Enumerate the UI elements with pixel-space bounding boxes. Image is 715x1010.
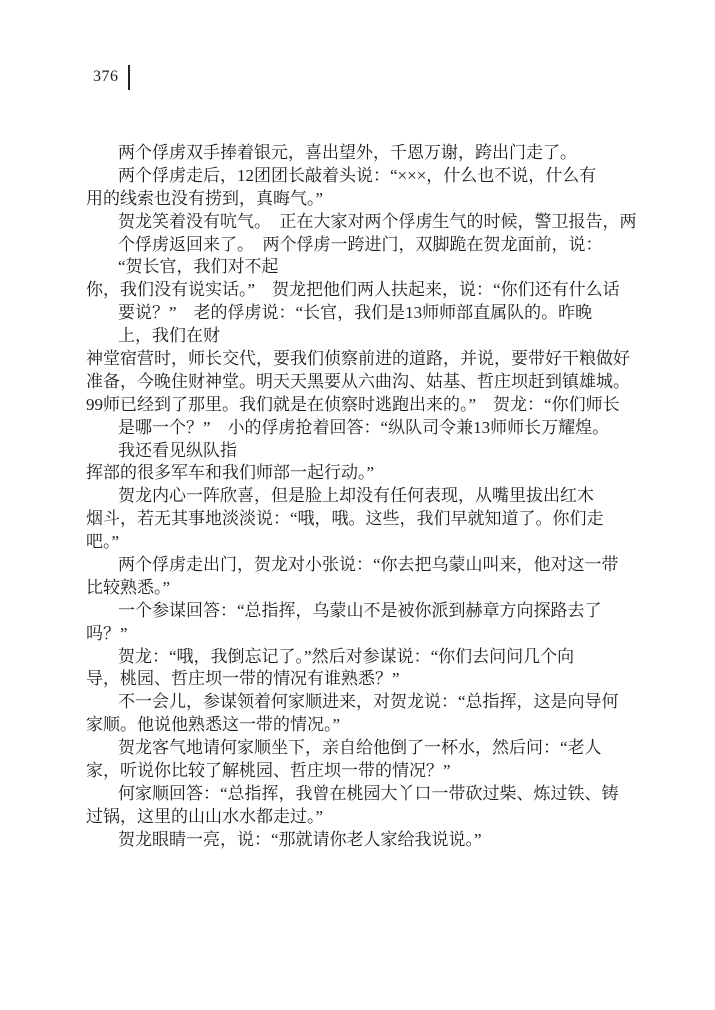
text-line: 贺龙：“哦，我倒忘记了。”然后对参谋说：“你们去问问几个向 (118, 646, 575, 666)
text-line: 神堂宿营时，师长交代，要我们侦察前进的道路，并说，要带好干粮做好 (86, 349, 630, 369)
text-line: 不一会儿，参谋领着何家顺进来，对贺龙说：“总指挥，这是向导何 (118, 692, 619, 712)
page-number-divider-bar (128, 65, 130, 90)
text-line: 上，我们在财 (118, 326, 220, 346)
text-line: 你，我们没有说实话。” 贺龙把他们两人扶起来，说：“你们还有什么话 (86, 280, 620, 300)
text-line: 导，桃园、哲庄坝一带的情况有谁熟悉？” (86, 669, 400, 689)
text-line: 贺龙客气地请何家顺坐下，亲自给他倒了一杯水，然后问：“老人 (118, 738, 602, 758)
text-line: 家顺。他说他熟悉这一带的情况。” (86, 715, 341, 735)
text-line: 何家顺回答：“总指挥，我曾在桃园大丫口一带砍过柴、炼过铁、铸 (118, 783, 619, 803)
body-text (86, 142, 671, 852)
page-number: 376 (93, 68, 119, 85)
text-line: 烟斗，若无其事地淡淡说：“哦，哦。这些，我们早就知道了。你们走 (86, 509, 604, 529)
text-line: 贺龙眼睛一亮，说：“那就请你老人家给我说说。” (118, 829, 482, 849)
text-line: “贺长官，我们对不起 (118, 257, 279, 277)
text-line: 两个俘虏走出门，贺龙对小张说：“你去把乌蒙山叫来，他对这一带 (118, 555, 619, 575)
text-line: 过锅，这里的山山水水都走过。” (86, 806, 324, 826)
text-line: 两个俘虏走后，12团团长敲着头说：“×××，什么也不说，什么有 (118, 165, 597, 185)
text-line: 一个参谋回答：“总指挥，乌蒙山不是被你派到赫章方向探路去了 (118, 600, 602, 620)
text-line: 贺龙内心一阵欣喜，但是脸上却没有任何表现，从嘴里拔出红木 (118, 486, 594, 506)
text-line: 99师已经到了那里。我们就是在侦察时逃跑出来的。” 贺龙：“你们师长 (86, 394, 620, 414)
text-line: 准备，今晚住财神堂。明天天黑要从六曲沟、姑基、哲庄坝赶到镇雄城。 (86, 371, 630, 391)
text-line: 吗？” (86, 623, 128, 643)
text-line: 两个俘虏双手捧着银元，喜出望外，千恩万谢，跨出门走了。 (118, 143, 577, 162)
text-line: 贺龙笑着没有吭气。 正在大家对两个俘虏生气的时候，警卫报告，两 (118, 211, 637, 231)
text-line: 家，听说你比较了解桃园、哲庄坝一带的情况？” (86, 761, 451, 781)
text-line: 要说？” 老的俘虏说：“长官，我们是13师师部直属队的。昨晚 (118, 303, 593, 323)
text-line: 是哪一个？” 小的俘虏抢着回答：“纵队司令兼13师师长万耀煌。 (118, 417, 610, 437)
text-line: 吧。” (86, 532, 120, 552)
text-line: 我还看见纵队指 (118, 440, 237, 460)
text-line: 比较熟悉。” (86, 577, 171, 597)
text-line: 挥部的很多军车和我们师部一起行动。” (86, 463, 375, 483)
page-header (93, 62, 130, 92)
text-line: 用的线索也没有捞到，真晦气。” (86, 188, 324, 208)
text-line: 个俘虏返回来了。 两个俘虏一跨进门，双脚跪在贺龙面前，说： (118, 234, 603, 254)
